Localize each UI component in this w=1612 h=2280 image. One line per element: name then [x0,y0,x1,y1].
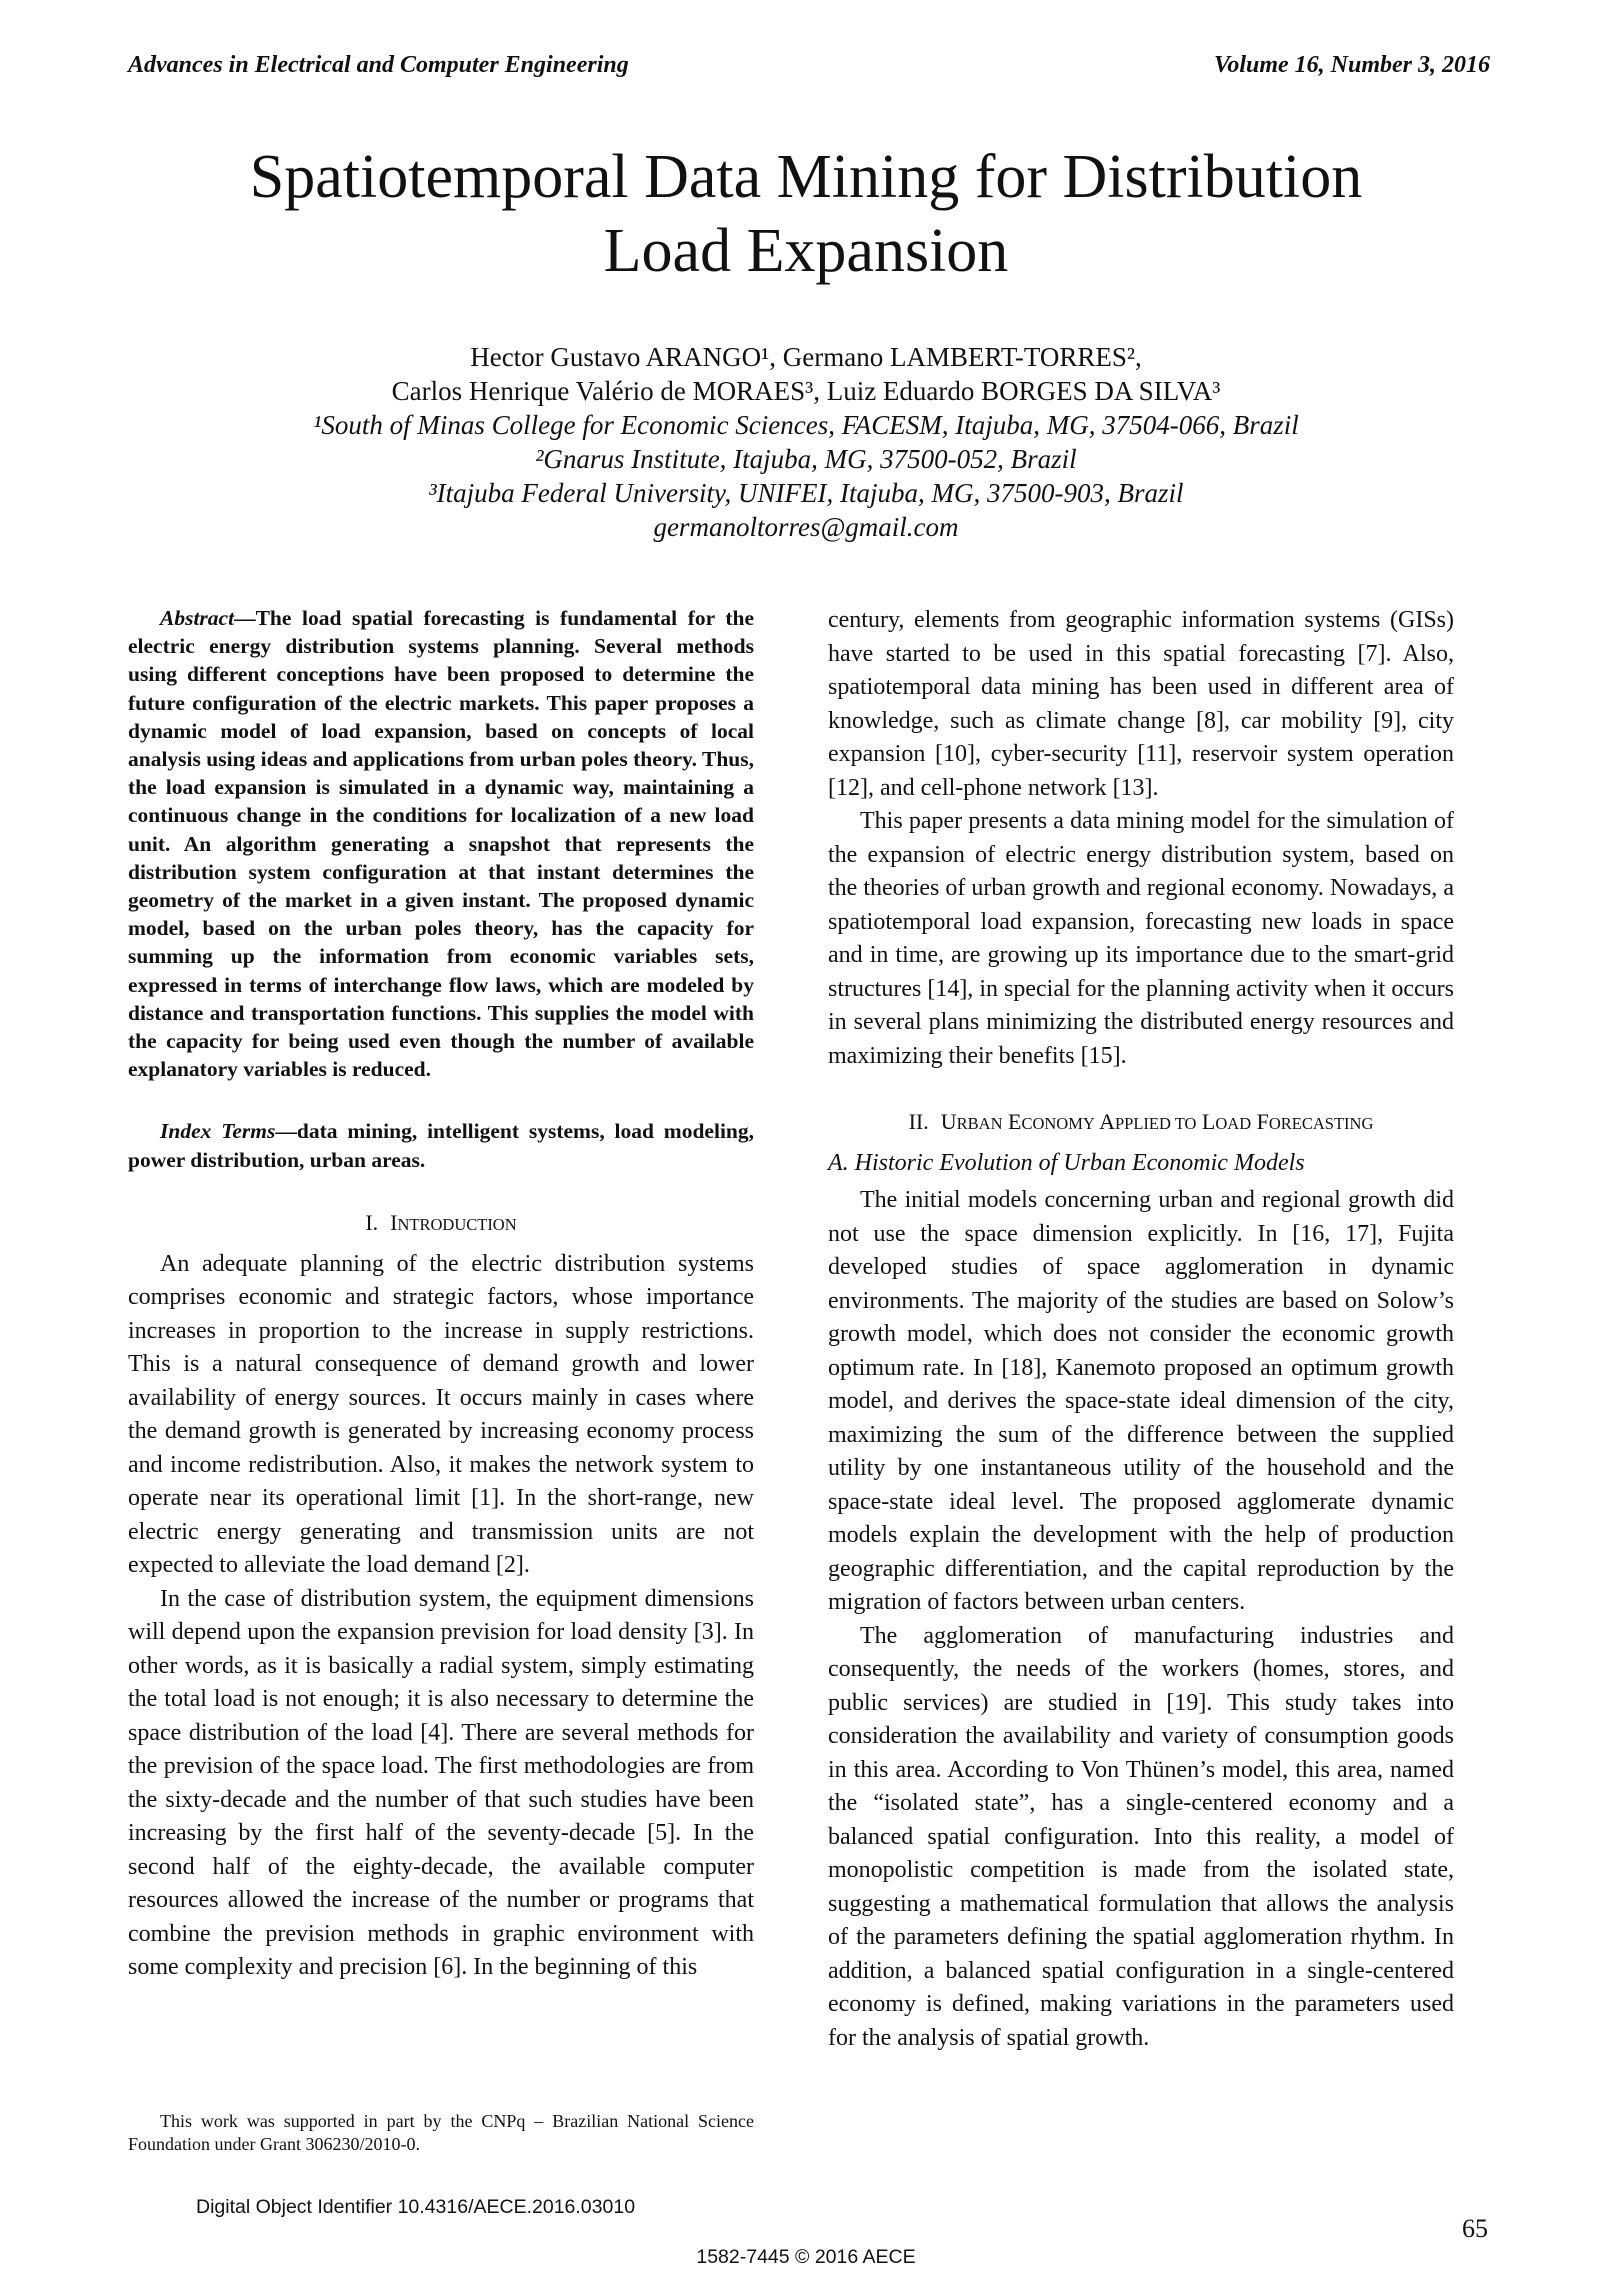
affiliation-2: ²Gnarus Institute, Itajuba, MG, 37500-052, Brazil [535,444,1077,474]
subsection-heading: A. Historic Evolution of Urban Economic Models [828,1150,1305,1176]
index-terms-label: Index Terms [160,1119,276,1144]
paragraph: In the case of distribution system, the equipment dimensions will depend upon the expansion prevision for load density [3]. In other words, as it is basically a radial system, simply estimating the total load is not enough; it is also necessary to determine the space distribution of the load [4]. There are several methods for the prevision of the space load. The first methodologies are from the sixty-decade and the number of that such studies have been increasing by the first half of the seventy-decade [5]. In the second half of the eighty-decade, the available computer resources allowed the increase of the number or programs that combine the prevision methods in graphic environment with some complexity and precision [6]. In the beginning of this [128,1585,754,1981]
section-heading-urban-economy: II. URBAN ECONOMY APPLIED TO LOAD FORECASTING [908,1109,1374,1134]
title-line-2: Load Expansion [603,217,1009,285]
title-line-1: Spatiotemporal Data Mining for Distribution [249,143,1363,211]
page-number: 65 [1462,2214,1488,2243]
index-terms [128,1117,754,1173]
paragraph: The initial models concerning urban and regional growth did not use the space dimension explicitly. In [16, 17], Fujita developed studies of space agglomeration in dynamic environments. The majority of the studies are based on Solow’s growth model, which does not consider the economic growth optimum rate. In [18], Kanemoto proposed an optimum growth model, and derives the space-state ideal dimension of the city, maximizing the sum of the difference between the supplied utility by one instantaneous utility of the household and the space-state ideal level. The proposed agglomerate dynamic models explain the development with the help of production geographic differentiation, and the capital reproduction by the migration of factors between urban centers. [828,1187,1454,1615]
volume-info: Volume 16, Number 3, 2016 [1213,52,1490,78]
left-column [128,604,754,1985]
journal-name: Advances in Electrical and Computer Engineering [128,52,629,78]
funding-footnote: This work was supported in part by the CNPq – Brazilian National Science Foundation under Grant 306230/2010-0. [128,2111,754,2154]
section-heading-introduction: I. INTRODUCTION [365,1209,517,1235]
paragraph: This paper presents a data mining model for the simulation of the expansion of electric energy distribution system, based on the theories of urban growth and regional economy. Nowadays, a spatiotemporal load expansion, forecasting new loads in space and in time, are growing up its importance due to the smart-grid structures [14], in special for the planning activity when it occurs in several plans minimizing the distributed energy resources and maximizing their benefits [15]. [828,808,1454,1069]
paragraph-continuation: century, elements from geographic information systems (GISs) have started to be used in this spatial forecasting [7]. Also, spatiotemporal data mining has been used in different area of knowledge, such as climate change [8], car mobility [9], city expansion [10], cyber-security [11], reservoir system operation [12], and cell-phone network [13]. [828,607,1454,801]
authors-line-2: Carlos Henrique Valério de MORAES³, Luiz Eduardo BORGES DA SILVA³ [391,376,1221,406]
paragraph: An adequate planning of the electric distribution systems comprises economic and strategic factors, whose importance increases in proportion to the increase in supply restrictions. This is a natural consequence of demand growth and lower availability of energy sources. It occurs mainly in cases where the demand growth is generated by increasing economy process and income redistribution. Also, it makes the network system to operate near its operational limit [1]. In the short-range, new electric energy generating and transmission units are not expected to alleviate the load demand [2]. [128,1250,754,1579]
contact-email: germanoltorres@gmail.com [653,512,959,542]
authors-line-1: Hector Gustavo ARANGO¹, Germano LAMBERT-TORRES², [470,342,1142,372]
affiliation-3: ³Itajuba Federal University, UNIFEI, Itajuba, MG, 37500-903, Brazil [428,478,1184,508]
doi: Digital Object Identifier 10.4316/AECE.2016.03010 [196,2196,636,2218]
abstract [128,604,754,1083]
abstract-text: —The load spatial forecasting is fundamental for the electric energy distribution systems planning. Several methods using different conceptions have been proposed to determine the future configuration of the electric markets. This paper proposes a dynamic model of load expansion, based on concepts of local analysis using ideas and applications from urban poles theory. Thus, the load expansion is simulated in a dynamic way, maintaining a continuous change in the conditions for localization of a new load unit. An algorithm generating a snapshot that represents the distribution system configuration at that instant determines the geometry of the market in a given instant. The proposed dynamic model, based on the urban poles theory, has the capacity for summing up the information from economic variables sets, expressed in terms of interchange flow laws, which are modeled by distance and transportation functions. This supplies the model with the capacity for being used even though the number of available explanatory variables is reduced. [128,606,754,1082]
author-block [140,340,1472,544]
affiliation-1: ¹South of Minas College for Economic Sciences, FACESM, Itajuba, MG, 37504-066, Brazil [313,410,1299,440]
paper-title [140,140,1472,288]
abstract-label: Abstract [160,606,235,630]
paragraph: The agglomeration of manufacturing industries and consequently, the needs of the workers (homes, stores, and public services) are studied in [19]. This study takes into consideration the availability and variety of consumption goods in this area. According to Von Thünen’s model, this area, named the “isolated state”, has a single-centered economy and a balanced spatial configuration. Into this reality, a model of monopolistic competition is made from the isolated state, suggesting a mathematical formulation that allows the analysis of the parameters defining the spatial agglomeration rhythm. In addition, a balanced spatial configuration in a single-centered economy is defined, making variations in the parameters used for the analysis of spatial growth. [828,1622,1454,2051]
issn-copyright: 1582-7445 © 2016 AECE [696,2246,916,2268]
right-column [828,604,1454,2055]
index-terms-text: —data mining, intelligent systems, load modeling, power distribution, urban areas. [128,1119,755,1172]
